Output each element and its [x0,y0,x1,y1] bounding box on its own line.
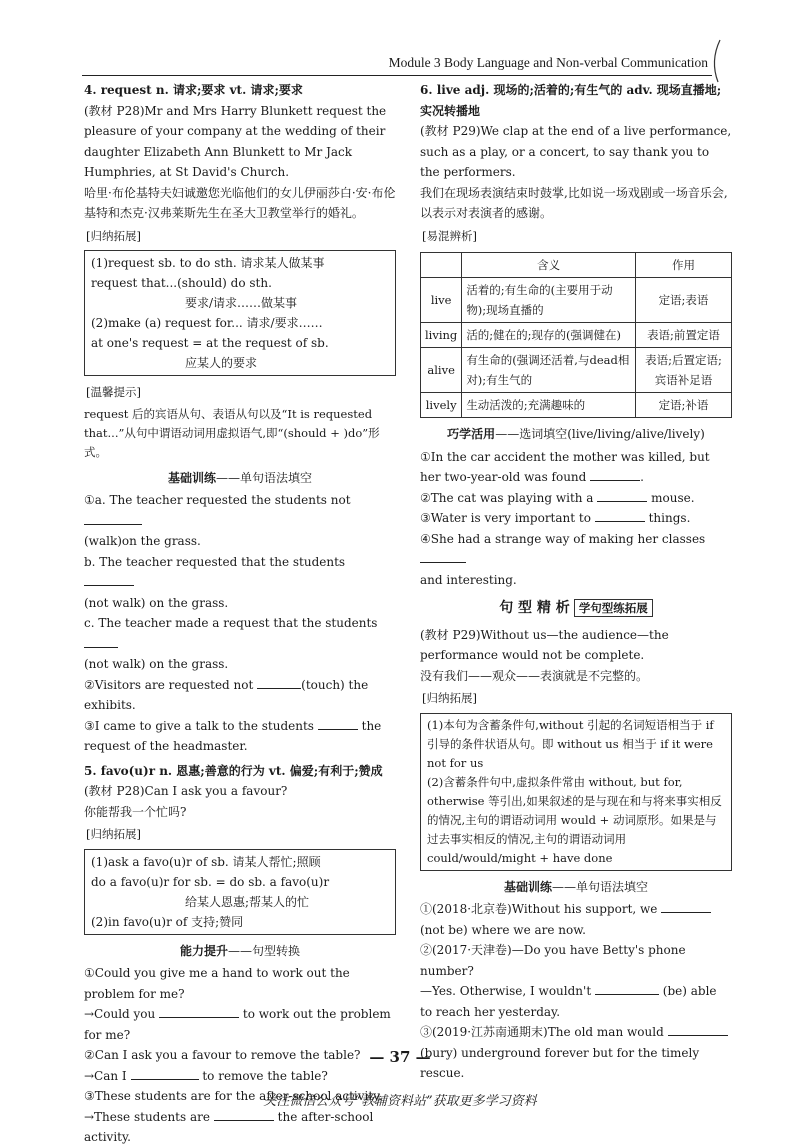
q-text: to work out the problem for me? [84,1007,391,1042]
item-6-example: (教材 P29)We clap at the end of a live performance, such as a play, or a concert, to say thank you to the performers. [420,124,732,179]
exercise-item: ①Could you give me a hand to work out the problem for me? [84,966,350,1001]
exercise-title: 基础训练 [167,470,216,485]
item-5-translation: 你能帮我一个忙吗? [84,804,187,819]
q-text: ②Visitors are requested not [84,677,254,692]
q-text: →Could you [84,1007,156,1021]
confusion-tag: [ 易混辨析 ] [420,226,479,247]
answer-blank[interactable] [595,983,659,995]
summary-line: (2)make (a) request for... 请求/要求…… [91,316,323,330]
right-column [420,80,732,1084]
summary-line: 应某人的要求 [185,356,258,370]
summary-line: (2)含蓄条件句中,虚拟条件常由 without, but for, otherwise 等引出,如果叙述的是与现在和与将来事实相反的情况,主句的谓语动词用 would + 动词原形。如果是与过去事实相反的情况,主句的谓语动词用 could/would/might + have done [427,774,722,865]
q-text: →Can I [84,1068,127,1083]
exercise-item [84,1004,396,1045]
table-row [421,278,732,323]
exercise-item [420,529,732,570]
table-cell: 活的;健在的;现存的(强调健在) [462,323,636,348]
summary-tag: [ 归纳拓展 ] [84,226,143,247]
section-title: 句 型 精 析 [499,600,570,616]
exercise-item [420,981,732,1022]
q-text: ③(2019·江苏南通期末)The old man would [420,1025,664,1039]
answer-blank[interactable] [420,551,466,563]
item-4-title: 4. request n. 请求;要求 vt. 请求;要求 [84,83,303,97]
q-text: ④She had a strange way of making her classes [420,531,706,546]
answer-blank[interactable] [84,574,134,586]
exercise-item [420,508,732,529]
answer-blank[interactable] [668,1024,728,1036]
exercise-item: ①In the car accident the mother was killed, but her two-year-old was found . [420,449,710,484]
table-cell: 表语;前置定语 [636,323,732,348]
answer-blank[interactable] [159,1006,239,1018]
exercise-item [84,552,396,593]
summary-line: request that...(should) do sth. [91,276,272,290]
table-cell: 生动活泼的;充满趣味的 [462,393,636,418]
q-text: ①a. The teacher requested the students not [84,493,351,507]
summary-line: at one's request = at the request of sb. [91,336,329,350]
exercise-item [84,1066,396,1087]
table-cell: 定语;补语 [636,393,732,418]
table-cell: lively [421,393,462,418]
table-header-cell: 作用 [636,253,732,278]
item-6-translation: 我们在现场表演结束时鼓掌,比如说一场戏剧或一场音乐会,以表示对表演者的感谢。 [420,185,728,220]
summary-tag: [ 归纳拓展 ] [420,688,479,709]
table-cell: 有生命的(强调还活着,与dead相对);有生气的 [462,348,636,393]
summary-tag: [ 归纳拓展 ] [84,824,143,845]
exercise-subtitle: ——单句语法填空 [552,879,649,894]
q-text: the after-school activity. [84,1109,374,1144]
exercise-item: ③These students are for the after-school activity. [84,1089,383,1103]
exercise-item: (not be) where we are now. [420,922,586,937]
exercise-1-heading [84,468,396,489]
exercise-item: (walk)on the grass. [84,534,201,548]
q-text: ①In the car accident the mother was killed, but her two-year-old was found [420,449,710,484]
exercise-item [420,1022,732,1043]
exercise-item [84,1107,396,1148]
q-text: ①(2018·北京卷)Without his support, we [420,902,658,916]
summary-line: (2)in favo(u)r of 支持;赞同 [91,914,244,929]
exercise-4-heading [420,877,732,898]
q-text: mouse. [651,490,695,505]
sentence-section-heading [420,598,732,619]
section-subtitle: 学句型练拓展 [574,599,653,617]
exercise-item [420,488,732,509]
answer-blank[interactable] [595,510,645,522]
summary-line: 给某人恩惠;帮某人的忙 [185,894,310,909]
answer-blank[interactable] [597,490,647,502]
exercise-item: (bury) underground forever but for the timely rescue. [420,1045,700,1080]
exercise-3-heading [420,424,732,445]
exercise-item [84,675,396,716]
q-text: (touch) the exhibits. [84,677,369,712]
table-row [421,348,732,393]
item-5-title: 5. favo(u)r n. 恩惠;善意的行为 vt. 偏爱;有利于;赞成 [84,763,383,778]
exercise-item [420,899,732,920]
table-cell: live [421,278,462,323]
left-column [84,80,396,1148]
q-text: things. [648,511,691,525]
exercise-item: ②(2017·天津卷)—Do you have Betty's phone number? [420,943,686,978]
item-6-title: 6. live adj. 现场的;活着的;有生气的 adv. 现场直播地;实况转播地 [420,83,722,118]
exercise-item [84,716,396,757]
answer-blank[interactable] [214,1109,274,1121]
item-4-translation: 哈里·布伦基特夫妇诚邀您光临他们的女儿伊丽莎白·安·布伦基特和杰克·汉弗莱斯先生在圣大卫教堂举行的婚礼。 [84,185,396,220]
exercise-subtitle: ——选词填空(live/living/alive/lively) [495,427,705,441]
q-text: —Yes. Otherwise, I wouldn't [420,984,592,998]
exercise-2-heading [84,941,396,962]
answer-blank[interactable] [131,1068,199,1080]
exercise-item [84,613,396,654]
exercise-title: 基础训练 [503,879,552,894]
answer-blank[interactable] [318,718,358,730]
q-text: to remove the table? [202,1068,328,1083]
answer-blank[interactable] [590,469,640,481]
tip-tag: [ 温馨提示 ] [84,382,143,403]
exercise-subtitle: ——单句语法填空 [216,470,313,485]
q-text: ③Water is very important to [420,511,591,525]
exercise-item: ②Can I ask you a favour to remove the table? [84,1048,361,1062]
summary-box [84,849,396,935]
q-text: →These students are [84,1109,210,1124]
q-text: ②The cat was playing with a [420,490,594,505]
sentence-example: (教材 P29)Without us—the audience—the performance would not be complete. [420,627,669,662]
answer-blank[interactable] [84,513,142,525]
answer-blank[interactable] [84,636,118,648]
table-cell: 活着的;有生命的(主要用于动物);现场直播的 [462,278,636,323]
summary-line: (1)ask a favo(u)r of sb. 请某人帮忙;照顾 [91,854,321,869]
exercise-title: 巧学活用 [447,427,496,441]
tip-text: request 后的宾语从句、表语从句以及“It is requested that...”从句中谓语动词用虚拟语气,即“(should + )do”形式。 [84,406,380,459]
exercise-item: (not walk) on the grass. [84,657,229,671]
table-header-cell: 含义 [462,253,636,278]
exercise-title: 能力提升 [179,943,228,958]
q-text: b. The teacher requested that the students [84,554,346,569]
q-text: the request of the headmaster. [84,718,382,753]
q-text: (be) able to reach her yesterday. [420,984,717,1019]
running-header: Module 3 Body Language and Non-verbal Communication [388,55,708,70]
summary-box [420,713,732,871]
exercise-subtitle: ——句型转换 [228,943,301,958]
header-ornament [708,38,728,84]
item-5-example: (教材 P28)Can I ask you a favour? [84,784,288,798]
exercise-item [84,490,396,531]
exercise-item: (not walk) on the grass. [84,595,229,610]
table-header-cell [421,253,462,278]
q-text: ③I came to give a talk to the students [84,718,314,733]
summary-line: do a favo(u)r for sb. = do sb. a favo(u)r [91,874,330,889]
comparison-table [420,252,732,418]
table-cell: 表语;后置定语;宾语补足语 [636,348,732,393]
summary-line: (1)request sb. to do sth. 请求某人做某事 [91,256,325,270]
answer-blank[interactable] [661,901,711,913]
q-text: c. The teacher made a request that the students [84,616,378,630]
exercise-item: and interesting. [420,572,517,587]
table-header-row [421,253,732,278]
table-row [421,323,732,348]
item-4-example: (教材 P28)Mr and Mrs Harry Blunkett request the pleasure of your company at the wedding of their daughter Elizabeth Ann Blunkett to Mr Jack Humphries, at St David's Church. [84,103,387,179]
sentence-translation: 没有我们——观众——表演就是不完整的。 [420,668,649,683]
summary-box [84,250,396,376]
table-cell: living [421,323,462,348]
table-row [421,393,732,418]
page-number: — 37 — [369,1048,431,1066]
table-cell: alive [421,348,462,393]
summary-line: 要求/请求……做某事 [185,296,298,310]
summary-line: (1)本句为含蓄条件句,without 引起的名词短语相当于 if 引导的条件状语从句。即 without us 相当于 if it were not for us [427,717,714,770]
answer-blank[interactable] [257,677,301,689]
header-rule [82,75,712,76]
footer-note: 关注微信公众号“教辅资料站”获取更多学习资料 [263,1094,537,1109]
table-cell: 定语;表语 [636,278,732,323]
